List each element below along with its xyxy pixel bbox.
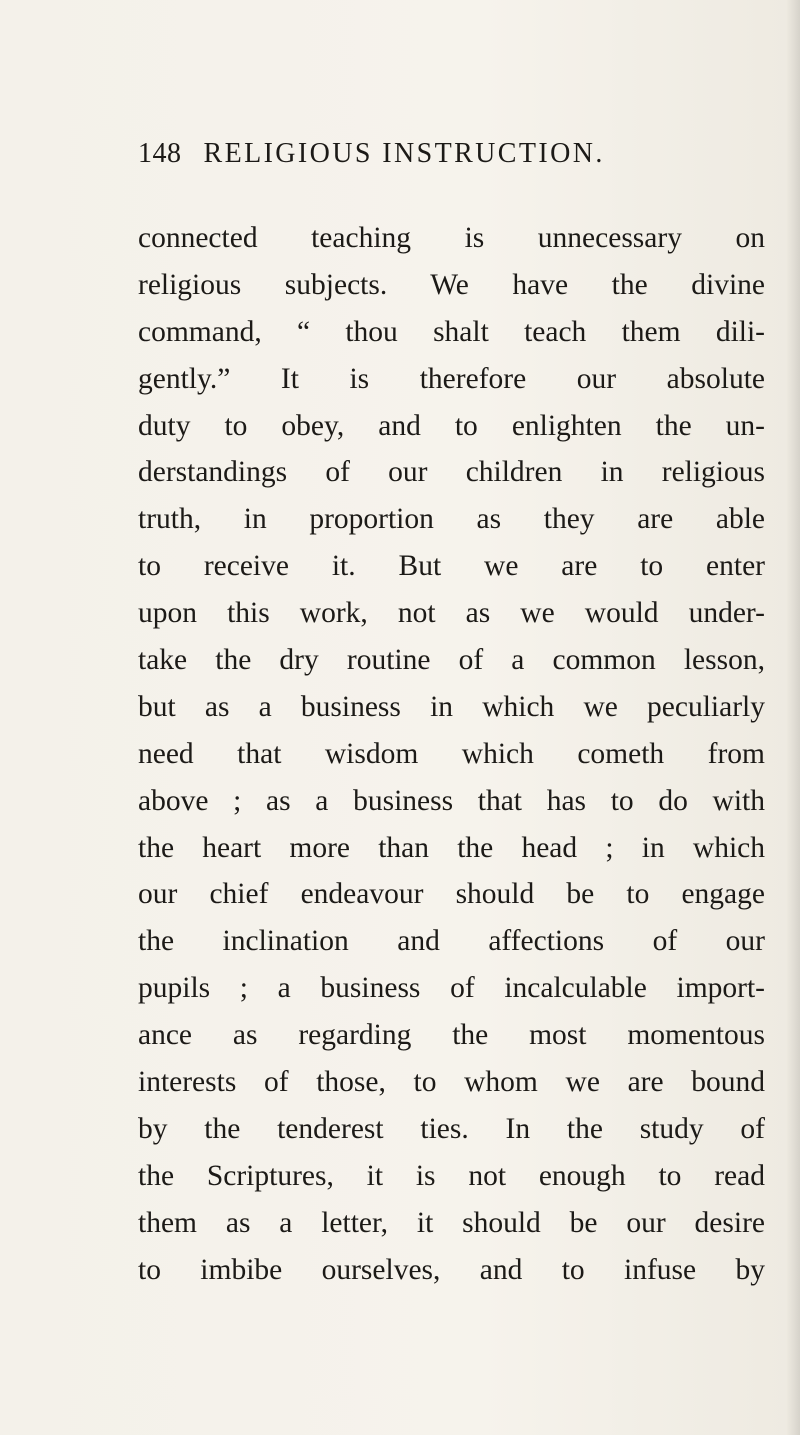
text-line: ance as regarding the most momentous xyxy=(138,1019,765,1052)
text-line: gently.” It is therefore our absolute xyxy=(138,362,765,395)
text-line: upon this work, not as we would under- xyxy=(138,597,765,630)
page-edge-shadow xyxy=(786,0,800,1435)
text-line: need that wisdom which cometh from xyxy=(138,737,765,770)
text-line: take the dry routine of a common lesson, xyxy=(138,644,765,677)
text-line: our chief endeavour should be to engage xyxy=(138,878,765,911)
text-line: connected teaching is unnecessary on xyxy=(138,222,765,254)
text-line: truth, in proportion as they are able xyxy=(138,503,765,536)
text-line: pupils ; a business of incalculable import- xyxy=(138,972,765,1005)
text-line: the Scriptures, it is not enough to read xyxy=(138,1159,765,1192)
text-line: the heart more than the head ; in which xyxy=(138,831,765,864)
text-line: by the tenderest ties. In the study of xyxy=(138,1112,765,1145)
text-line: but as a business in which we peculiarly xyxy=(138,690,765,723)
text-line: the inclination and affections of our xyxy=(138,925,765,958)
running-title: RELIGIOUS INSTRUCTION. xyxy=(203,138,605,169)
running-head xyxy=(138,134,778,174)
page-number: 148 xyxy=(138,138,182,169)
text-line: them as a letter, it should be our desire xyxy=(138,1206,765,1239)
text-line: religious subjects. We have the divine xyxy=(138,268,765,301)
text-line: to receive it. But we are to enter xyxy=(138,550,765,583)
text-line: duty to obey, and to enlighten the un- xyxy=(138,409,765,442)
text-line: above ; as a business that has to do with xyxy=(138,784,765,817)
text-line: interests of those, to whom we are bound xyxy=(138,1066,765,1099)
text-line: derstandings of our children in religious xyxy=(138,456,765,489)
body-text xyxy=(138,215,765,1293)
text-line: command, “ thou shalt teach them dili- xyxy=(138,315,765,348)
text-line: to imbibe ourselves, and to infuse by xyxy=(138,1253,765,1286)
